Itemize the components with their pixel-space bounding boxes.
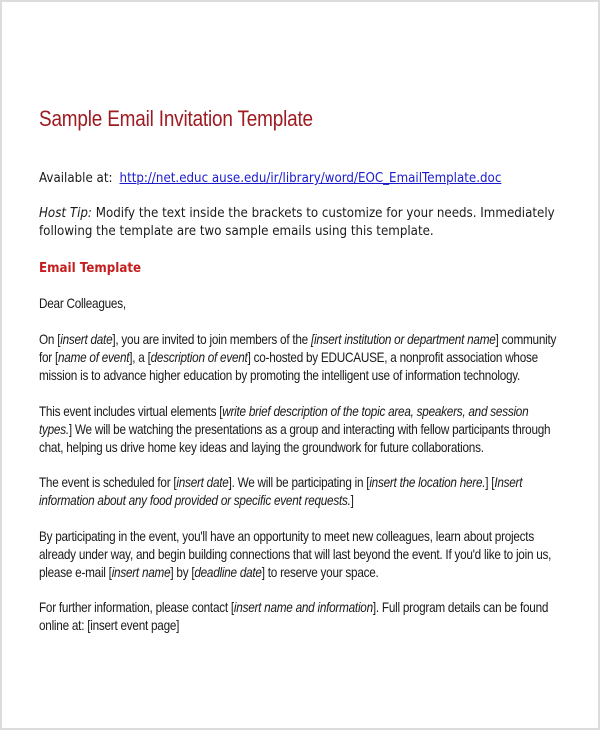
available-at-line <box>39 170 501 186</box>
available-label: Available at: <box>39 170 113 186</box>
paragraph-5-line-1: For further information, please contact [insert name and information]. Full program details can be found <box>39 599 549 615</box>
paragraph-3-line-2: information about any food provided or specific event requests.] <box>39 492 354 508</box>
salutation: Dear Colleagues, <box>39 295 126 311</box>
template-download-link[interactable]: http://net.educ ause.edu/ir/library/word/EOC_EmailTemplate.doc <box>119 170 502 186</box>
paragraph-2-line-2: types.] We will be watching the presentations as a group and interacting with fellow participants through <box>39 421 551 437</box>
paragraph-4-line-1: By participating in the event, you'll have an opportunity to meet new colleagues, learn about projects <box>39 528 534 544</box>
section-heading: Email Template <box>39 260 142 276</box>
host-tip-line-1: Host Tip: Modify the text inside the brackets to customize for your needs. Immediately <box>39 205 555 221</box>
page-title: Sample Email Invitation Template <box>39 106 313 131</box>
paragraph-4-line-2: already under way, and begin building connections that will last beyond the event. If you'd like to join us, <box>39 546 552 562</box>
paragraph-4-line-3: please e-mail [insert name] by [deadline date] to reserve your space. <box>39 564 379 580</box>
host-tip-label: Host Tip: <box>39 205 92 221</box>
host-tip-line-2: following the template are two sample emails using this template. <box>39 223 434 239</box>
paragraph-5-line-2: online at: [insert event page] <box>39 617 180 633</box>
paragraph-1-line-1: On [insert date], you are invited to join members of the [insert institution or department name] community <box>39 331 557 347</box>
paragraph-1-line-3: mission is to advance higher education by promoting the intelligent use of information technology. <box>39 367 521 383</box>
paragraph-2-line-3: chat, helping us drive home key ideas and laying the groundwork for future collaborations. <box>39 439 484 455</box>
paragraph-2-line-1: This event includes virtual elements [write brief description of the topic area, speakers, and session <box>39 403 529 419</box>
paragraph-1-line-2: for [name of event], a [description of event] co-hosted by EDUCAUSE, a nonprofit association whose <box>39 349 538 365</box>
paragraph-3-line-1: The event is scheduled for [insert date]. We will be participating in [insert the location here.] [Insert <box>39 474 523 490</box>
